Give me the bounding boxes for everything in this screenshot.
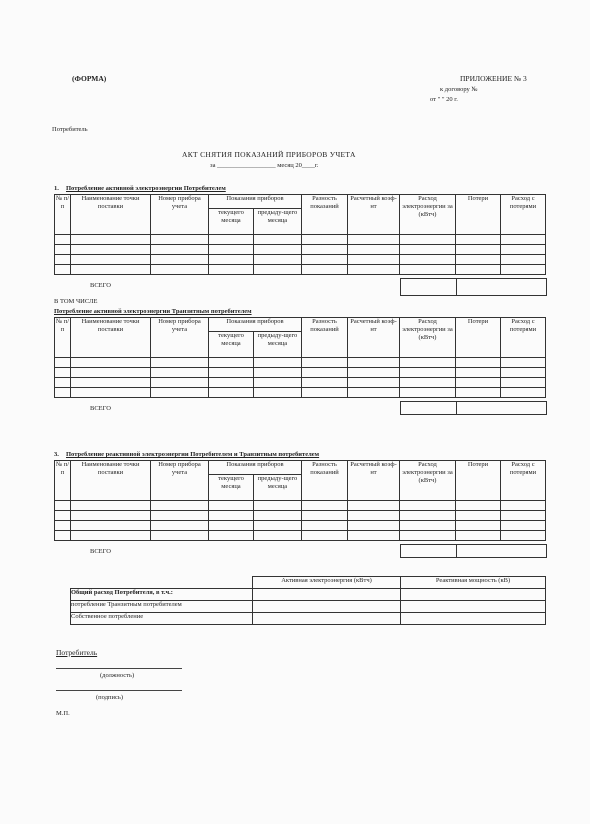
col-total: Расход с потерями (501, 461, 546, 501)
table-row (71, 589, 546, 601)
col-readings: Показания приборов (209, 461, 302, 475)
summary-row-label: Собственное потребление (71, 613, 253, 625)
section-3-title: Потребление реактивной электроэнергии Потребителем и Транзитным потребителем (66, 451, 320, 458)
section-2-total-box (400, 401, 547, 415)
summary-col-reactive: Реактивная мощность (кВ) (401, 577, 546, 589)
contract-label: к договору № (440, 86, 478, 93)
col-diff: Разность показаний (302, 195, 348, 235)
col-current: текущего месяца (209, 209, 254, 235)
footer-consumer-label: Потребитель (56, 648, 98, 657)
summary-row-label: потребление Транзитным потребителем (71, 601, 253, 613)
consumer-label: Потребитель (52, 126, 88, 133)
col-losses: Потери (456, 318, 501, 358)
col-previous: предыду-щего месяца (254, 209, 302, 235)
summary-col-active: Активная электроэнергия (кВтч) (253, 577, 401, 589)
col-coef: Расчетный коэф-нт (348, 318, 400, 358)
col-point: Наименование точки поставки (71, 318, 151, 358)
table-row (55, 378, 546, 388)
signature-line (56, 690, 182, 691)
position-caption: (должность) (100, 672, 135, 679)
act-period: за __________________ месяц 20____г. (210, 162, 319, 169)
section-1-total-box (400, 278, 547, 296)
summary-row-label: Общий расход Потребителя, в т.ч.: (71, 589, 253, 601)
form-label: (ФОРМА) (72, 74, 107, 83)
appendix-label: ПРИЛОЖЕНИЕ № 3 (460, 74, 527, 83)
position-line (56, 668, 182, 669)
col-meter: Номер прибора учета (151, 461, 209, 501)
section-2-title: Потребление активной электроэнергии Транзитным потребителем (54, 308, 252, 315)
section-3-total-box (400, 544, 547, 558)
section-2-table (54, 317, 546, 398)
section-3-total-label: ВСЕГО (90, 548, 111, 555)
act-title: АКТ СНЯТИЯ ПОКАЗАНИЙ ПРИБОРОВ УЧЕТА (182, 150, 356, 159)
table-row (55, 358, 546, 368)
col-num: № п/п (55, 318, 71, 358)
table-row (55, 245, 546, 255)
table-row (55, 368, 546, 378)
col-point: Наименование точки поставки (71, 461, 151, 501)
col-consumption: Расход электроэнергии за (кВтч) (400, 318, 456, 358)
section-1-table (54, 194, 546, 275)
table-row (55, 388, 546, 398)
col-losses: Потери (456, 195, 501, 235)
col-coef: Расчетный коэф-нт (348, 461, 400, 501)
col-readings: Показания приборов (209, 318, 302, 332)
section-3-table (54, 460, 546, 541)
table-row (55, 501, 546, 511)
table-row (55, 255, 546, 265)
stamp-label: М.П. (56, 710, 70, 717)
col-previous: предыду-щего месяца (254, 475, 302, 501)
date-line: от " " 20 г. (430, 96, 458, 103)
table-row (55, 511, 546, 521)
section-1-total-label: ВСЕГО (90, 282, 111, 289)
section-1-number: 1. (54, 185, 59, 192)
col-coef: Расчетный коэф-нт (348, 195, 400, 235)
section-2-pre-title: В ТОМ ЧИСЛЕ (54, 298, 98, 305)
table-row (71, 613, 546, 625)
col-losses: Потери (456, 461, 501, 501)
col-consumption: Расход электроэнергии за (кВтч) (400, 195, 456, 235)
col-readings: Показания приборов (209, 195, 302, 209)
col-meter: Номер прибора учета (151, 318, 209, 358)
table-row (55, 235, 546, 245)
section-3-number: 3. (54, 451, 59, 458)
signature-caption: (подпись) (96, 694, 123, 701)
section-2-total-label: ВСЕГО (90, 405, 111, 412)
col-current: текущего месяца (209, 332, 254, 358)
col-current: текущего месяца (209, 475, 254, 501)
section-1-title: Потребление активной электроэнергии Потребителем (66, 185, 226, 192)
col-meter: Номер прибора учета (151, 195, 209, 235)
table-row (55, 531, 546, 541)
col-num: № п/п (55, 461, 71, 501)
summary-table (70, 576, 546, 625)
table-row (71, 601, 546, 613)
col-previous: предыду-щего месяца (254, 332, 302, 358)
col-consumption: Расход электроэнергии за (кВтч) (400, 461, 456, 501)
col-point: Наименование точки поставки (71, 195, 151, 235)
col-diff: Разность показаний (302, 461, 348, 501)
col-total: Расход с потерями (501, 318, 546, 358)
col-diff: Разность показаний (302, 318, 348, 358)
col-num: № п/п (55, 195, 71, 235)
col-total: Расход с потерями (501, 195, 546, 235)
table-row (55, 265, 546, 275)
table-row (55, 521, 546, 531)
